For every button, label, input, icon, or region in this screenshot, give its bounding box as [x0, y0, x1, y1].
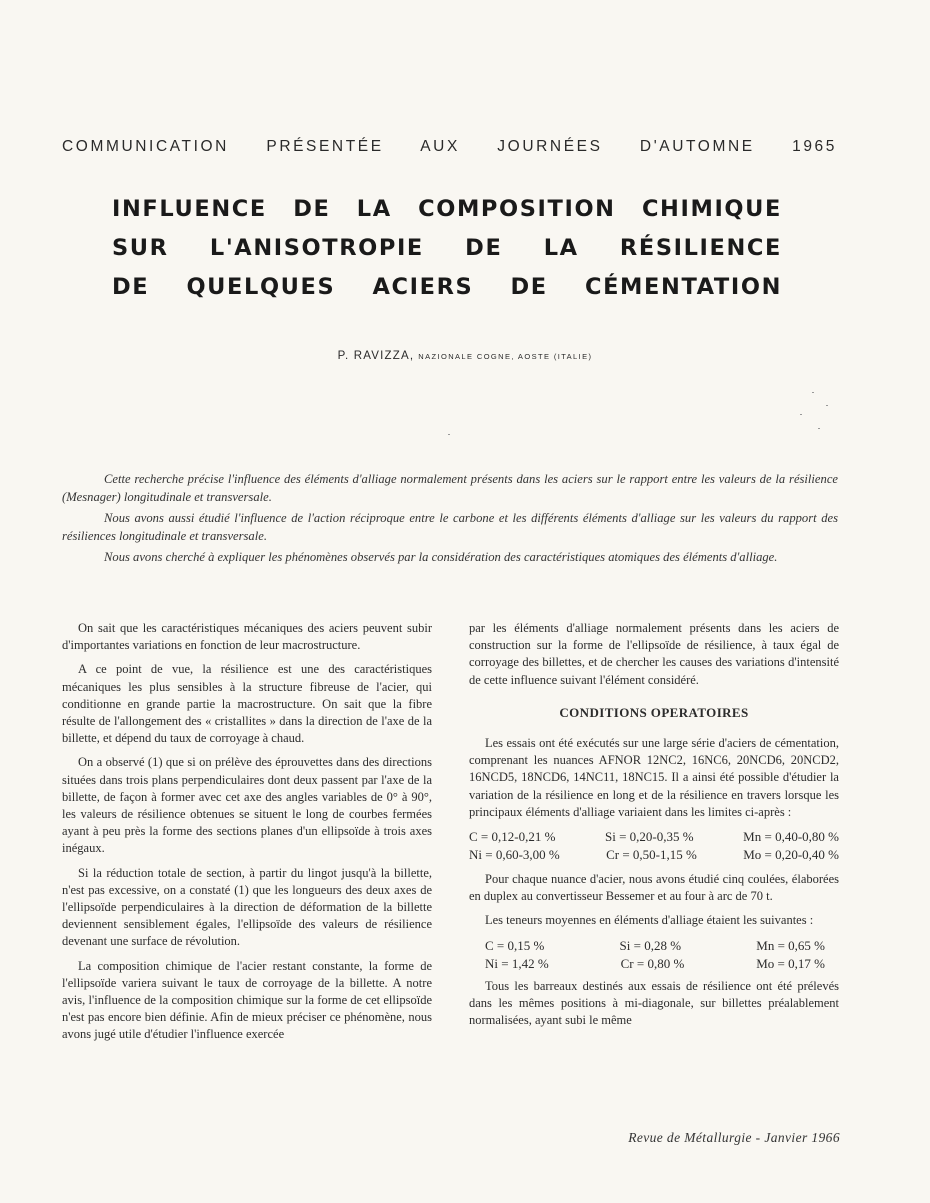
- title-line: SUR L'ANISOTROPIE DE LA RÉSILIENCE: [112, 235, 782, 261]
- conference-kicker: COMMUNICATION PRÉSENTÉE AUX JOURNÉES D'AUTOMNE 1965: [62, 138, 837, 155]
- mean-contents-row: [469, 955, 839, 973]
- scan-speck: [812, 392, 814, 393]
- body-paragraph: Les essais ont été exécutés sur une large série d'aciers de cémentation, comprenant les nuances AFNOR 12NC2, 16NC6, 20NCD6, 20NCD2, 16NCD5, 18NCD6, 14NC11, 18NC15. Il a ainsi été possible d'étudier la variation de la résilience en long et de la résilience en travers lorsque les principaux éléments d'alliage variaient dans les limites ci-après :: [469, 736, 839, 819]
- range-value: Mo = 0,20-0,40 %: [743, 847, 839, 863]
- article-title: [112, 190, 782, 307]
- range-value: Mn = 0,40-0,80 %: [743, 829, 839, 845]
- body-paragraph: Tous les barreaux destinés aux essais de résilience ont été prélevés dans les mêmes positions à mi-diagonale, sur billettes préalablement normalisées, ayant subi le même: [469, 978, 839, 1028]
- title-line: DE QUELQUES ACIERS DE CÉMENTATION: [112, 274, 782, 300]
- body-paragraph: La composition chimique de l'acier restant constante, la forme de l'ellipsoïde variera suivant le taux de corroyage de la billette. A notre avis, l'influence de la composition chimique sur la forme de cet ellipsoïde n'est pas encore bien définie. Afin de mieux préciser ce phénomène, nous avons jugé utile d'étudier l'influence exercée: [62, 958, 432, 1042]
- left-column: [62, 620, 432, 1051]
- body-paragraph: On a observé (1) que si on prélève des éprouvettes dans des directions situées dans trois plans perpendiculaires dont deux passent par l'axe de la billette, de façon à former avec cet axe des angles variables de 0° à 90°, les valeurs de résilience obtenues se situent le long de courbes fermées ayant à peu près la forme des sections planes d'un ellipsoïde à trois axes inégaux.: [62, 755, 432, 856]
- scan-speck: [448, 434, 450, 435]
- mean-value: Ni = 1,42 %: [485, 955, 549, 971]
- range-value: Cr = 0,50-1,15 %: [606, 847, 697, 863]
- author-affiliation: NAZIONALE COGNE, AOSTE (ITALIE): [418, 352, 593, 361]
- body-paragraph: par les éléments d'alliage normalement présents dans les aciers de construction sur la forme de l'ellipsoïde de résilience, à taux égal de corroyage des billettes, et de chercher les causes des variations d'intensité de cette influence suivant l'élément considéré.: [469, 621, 839, 687]
- scan-speck: [800, 414, 802, 415]
- mean-value: Si = 0,28 %: [619, 937, 682, 953]
- mean-contents-row: [469, 937, 839, 955]
- scan-speck: [818, 428, 820, 429]
- abstract-paragraph: Cette recherche précise l'influence des éléments d'alliage normalement présents dans les aciers sur le rapport entre les valeurs de la résilience (Mesnager) longitudinale et transversale.: [62, 472, 838, 504]
- mean-value: Cr = 0,80 %: [620, 955, 685, 971]
- composition-ranges-row: [469, 828, 839, 846]
- body-paragraph: On sait que les caractéristiques mécaniques des aciers peuvent subir d'importantes variations en fonction de leur macrostructure.: [62, 621, 432, 653]
- title-line: INFLUENCE DE LA COMPOSITION CHIMIQUE: [112, 196, 782, 222]
- composition-ranges-row: [469, 846, 839, 864]
- journal-footer: Revue de Métallurgie - Janvier 1966: [628, 1130, 840, 1145]
- mean-value: C = 0,15 %: [485, 937, 545, 953]
- mean-value: Mo = 0,17 %: [756, 955, 825, 971]
- range-value: Ni = 0,60-3,00 %: [469, 847, 560, 863]
- body-paragraph: Les teneurs moyennes en éléments d'alliage étaient les suivantes :: [485, 913, 814, 928]
- scan-speck: [826, 405, 828, 406]
- body-paragraph: A ce point de vue, la résilience est une des caractéristiques mécaniques les plus sensibles à la structure fibreuse de l'acier, qui conditionne en grande partie la macrostructure. On sait que la fibre résulte de l'allongement des « cristallites » dans la direction de l'axe de la billette, et dépend du taux de corroyage à chaud.: [62, 662, 432, 746]
- section-heading: CONDITIONS OPERATOIRES: [559, 704, 749, 720]
- author-line: [0, 350, 930, 362]
- body-paragraph: Pour chaque nuance d'acier, nous avons étudié cinq coulées, élaborées en duplex au convertisseur Bessemer et au four à arc de 70 t.: [469, 872, 839, 904]
- abstract: [62, 470, 838, 569]
- author-name: P. RAVIZZA,: [337, 350, 415, 362]
- abstract-paragraph: Nous avons cherché à expliquer les phénomènes observés par la considération des caractéristiques atomiques des éléments d'alliage.: [104, 550, 778, 564]
- range-value: Si = 0,20-0,35 %: [605, 829, 694, 845]
- right-column: [469, 620, 839, 1036]
- mean-value: Mn = 0,65 %: [756, 937, 825, 953]
- body-paragraph: Si la réduction totale de section, à partir du lingot jusqu'à la billette, n'est pas excessive, on a constaté (1) que les longueurs des deux axes de l'ellipsoïde perpendiculaires à la direction de déformation de la billette deviennent sensiblement égales, l'ellipsoïde des valeurs de résilience devenant une surface de révolution.: [62, 865, 432, 949]
- range-value: C = 0,12-0,21 %: [469, 829, 556, 845]
- abstract-paragraph: Nous avons aussi étudié l'influence de l'action réciproque entre le carbone et les différents éléments d'alliage sur les valeurs du rapport des résiliences longitudinale et transversale.: [62, 511, 838, 543]
